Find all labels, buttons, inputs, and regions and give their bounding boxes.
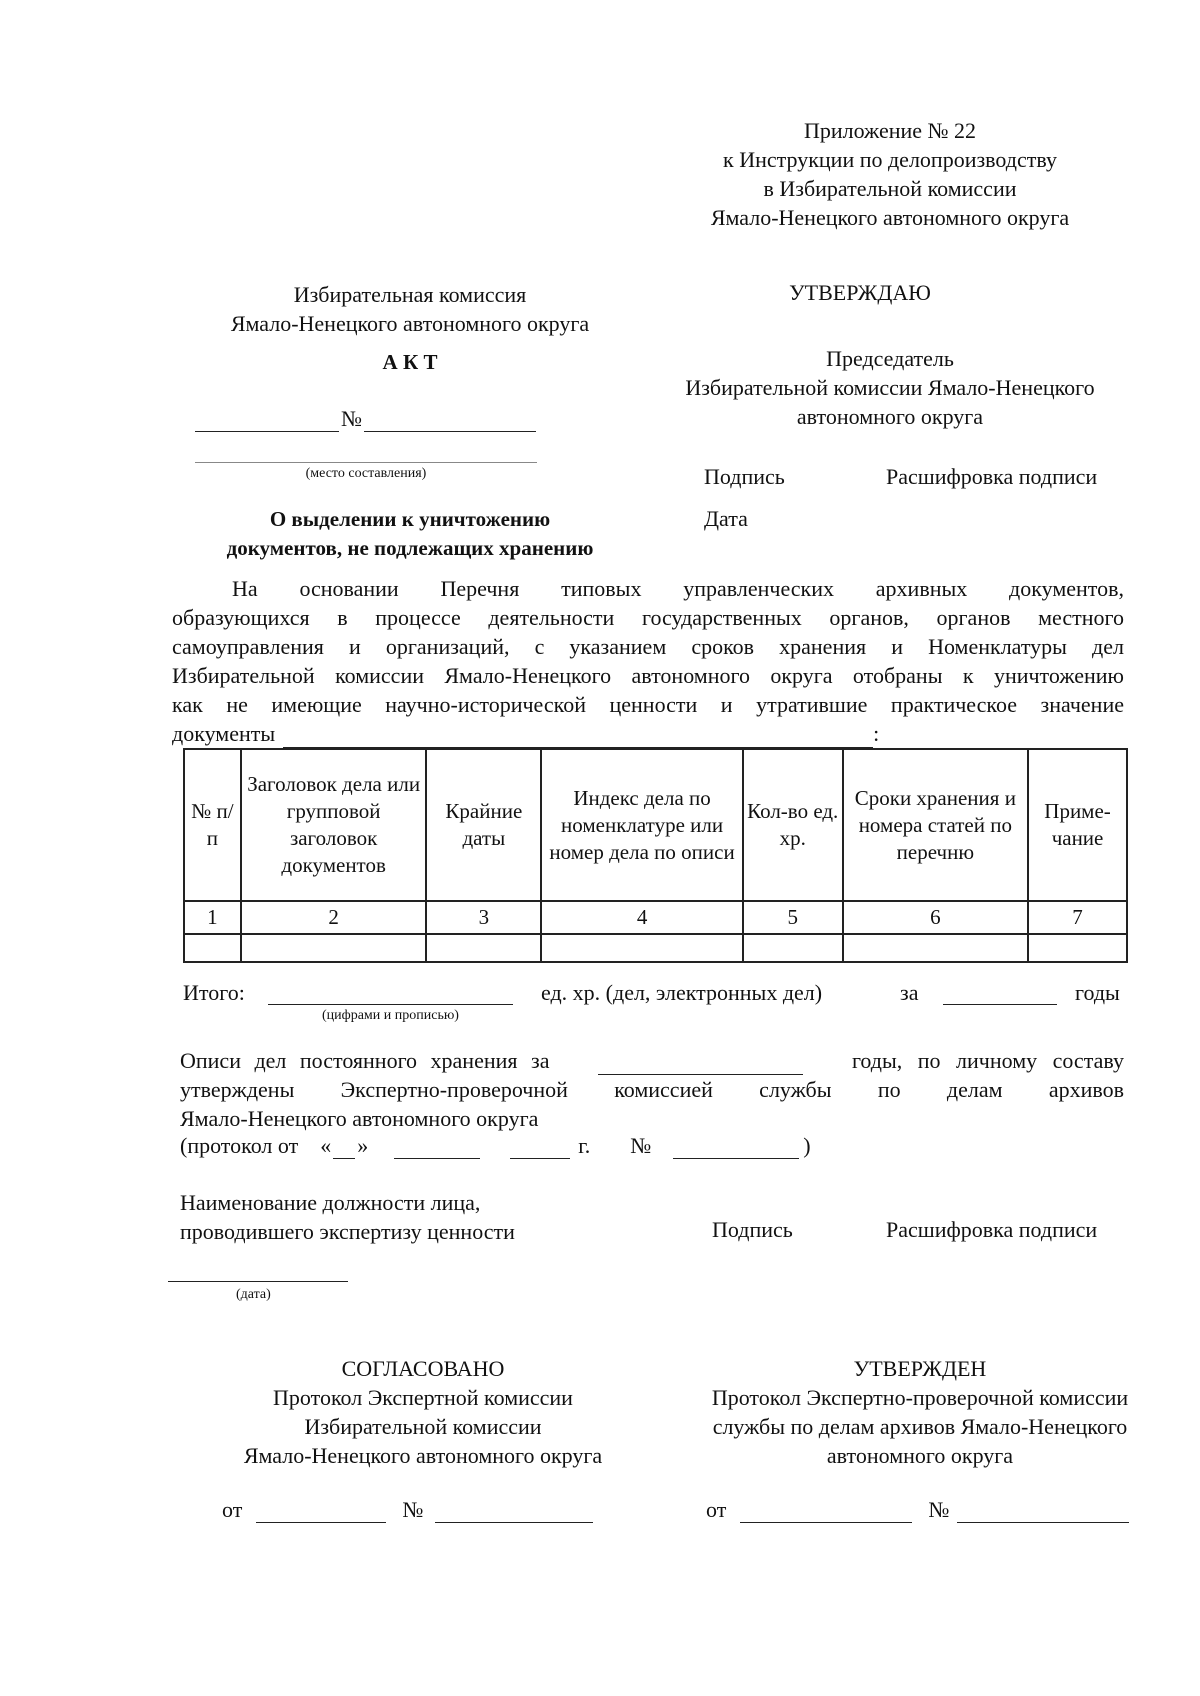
protocol-close: ) [803, 1133, 811, 1158]
table-header-cell: Кол-во ед. хр. [743, 749, 843, 901]
table-number-cell: 2 [241, 901, 427, 934]
totals-count-underline [268, 1004, 513, 1005]
agreed-line: Протокол Экспертной комиссии [273, 1385, 573, 1410]
table-header-row [184, 749, 1127, 901]
table-number-cell: 4 [541, 901, 743, 934]
expert-signature-decode-label: Расшифровка подписи [886, 1217, 1098, 1242]
protocol-year-label: г. [578, 1133, 591, 1158]
agreed-title: СОГЛАСОВАНО [341, 1356, 505, 1381]
appendix-title: Приложение № 22 [803, 118, 977, 143]
agreed-line: Ямало-Ненецкого автономного округа [243, 1443, 603, 1468]
protocol-number-sign: № [630, 1133, 652, 1158]
approver-date-label: Дата [704, 506, 748, 531]
expert-line: Наименование должности лица, [180, 1190, 481, 1215]
table-header-cell: № п/п [184, 749, 241, 901]
organization-name [180, 280, 640, 338]
totals-label: Итого: [183, 980, 245, 1005]
table-number-cell: 7 [1028, 901, 1127, 934]
inventory-line: Ямало-Ненецкого автономного округа [180, 1106, 539, 1131]
protocol-quote-open: « [320, 1133, 332, 1158]
appendix-line: к Инструкции по делопроизводству [723, 147, 1057, 172]
approve-title: УТВЕРЖДАЮ [789, 280, 931, 305]
inventory-years-underline [598, 1054, 803, 1075]
table-header-cell: Крайние даты [426, 749, 541, 901]
approver-position [650, 344, 1130, 431]
body-last-line [172, 719, 1124, 748]
act-title: А К Т [382, 350, 438, 374]
agreed-date-line [222, 1497, 597, 1523]
approved-date-underline [740, 1502, 912, 1523]
inventory-text: годы, по личному составу [851, 1048, 1124, 1073]
act-subject [180, 505, 640, 563]
approved-block [680, 1354, 1160, 1470]
table-header-cell: Заголовок дела или групповой заголовок документов [241, 749, 427, 901]
table-number-cell: 5 [743, 901, 843, 934]
act-subject-line: О выделении к уничтожению [269, 507, 551, 531]
table-cell[interactable] [241, 934, 427, 962]
expert-signature-label: Подпись [712, 1217, 793, 1242]
org-line: Ямало-Ненецкого автономного округа [230, 311, 590, 336]
approved-number-sign: № [928, 1497, 950, 1522]
approved-date-line [706, 1497, 1133, 1523]
approved-line: службы по делам архивов Ямало-Ненецкого [712, 1414, 1128, 1439]
totals-years-underline [943, 1004, 1057, 1005]
expert-position [180, 1188, 515, 1246]
body-line: самоуправления и организаций, с указанием сроков хранения и Номенклатуры дел [172, 634, 1124, 659]
protocol-quote-close: » [357, 1133, 369, 1158]
expert-line: проводившего экспертизу ценности [180, 1219, 515, 1244]
body-line: образующихся в процессе деятельности государственных органов, органов местного [172, 605, 1124, 630]
approver-line: Избирательной комиссии Ямало-Ненецкого [685, 375, 1095, 400]
act-place-underline [195, 462, 537, 463]
table-cell[interactable] [1028, 934, 1127, 962]
table-header-cell: Сроки хранения и номера статей по перечню [843, 749, 1028, 901]
expert-date-caption: (дата) [236, 1287, 271, 1302]
approved-line: автономного округа [826, 1443, 1014, 1468]
act-subject-line: документов, не подлежащих хранению [226, 536, 594, 560]
appendix-block [660, 116, 1120, 232]
protocol-number-underline [673, 1138, 799, 1159]
totals-for: за [900, 980, 919, 1005]
body-line-end: : [873, 721, 880, 746]
approved-from-label: от [706, 1497, 727, 1522]
agreed-line: Избирательной комиссии [304, 1414, 542, 1439]
approver-line: Председатель [826, 346, 954, 371]
table-row [184, 934, 1127, 962]
act-number-underline [364, 431, 536, 432]
table-header-cell: Индекс дела по номенклатуре или номер дела по описи [541, 749, 743, 901]
table-cell[interactable] [743, 934, 843, 962]
table-number-cell: 6 [843, 901, 1028, 934]
protocol-line [180, 1133, 811, 1159]
approved-title: УТВЕРЖДЕН [853, 1356, 987, 1381]
act-place-caption: (место составления) [305, 466, 427, 481]
table-header-cell: Приме-чание [1028, 749, 1127, 901]
agreed-number-sign: № [402, 1497, 424, 1522]
inventory-paragraph [180, 1046, 1124, 1133]
approved-line: Протокол Экспертно-проверочной комиссии [711, 1385, 1129, 1410]
protocol-year-underline [510, 1138, 570, 1159]
approver-signature-label: Подпись [704, 464, 785, 489]
appendix-line: в Избирательной комиссии [763, 176, 1017, 201]
body-line: На основании Перечня типовых управленческих архивных документов, [232, 576, 1124, 601]
table-number-cell: 3 [426, 901, 541, 934]
act-date-underline [195, 431, 339, 432]
body-line: документы [172, 721, 276, 746]
table-number-cell: 1 [184, 901, 241, 934]
protocol-day-underline [333, 1138, 355, 1159]
protocol-label: (протокол от [180, 1133, 299, 1158]
approver-line: автономного округа [796, 404, 984, 429]
totals-units: ед. хр. (дел, электронных дел) [541, 980, 823, 1005]
appendix-line: Ямало-Ненецкого автономного округа [710, 205, 1070, 230]
totals-years: годы [1075, 980, 1120, 1005]
inventory-text: Описи дел постоянного хранения за [180, 1048, 550, 1073]
body-paragraph [172, 574, 1124, 748]
org-line: Избирательная комиссия [293, 282, 527, 307]
body-line: как не имеющие научно-исторической ценности и утратившие практическое значение [172, 692, 1124, 717]
approved-number-underline [957, 1502, 1129, 1523]
inventory-line: утверждены Экспертно-проверочной комиссией службы по делам архивов [180, 1077, 1124, 1102]
protocol-month-underline [394, 1138, 480, 1159]
agreed-number-underline [435, 1502, 593, 1523]
agreed-block [190, 1354, 656, 1470]
act-number-sign: № [341, 406, 362, 431]
agreed-date-underline [256, 1502, 386, 1523]
inventory-line [180, 1046, 1124, 1075]
table-number-row [184, 901, 1127, 934]
expert-date-underline [168, 1281, 348, 1282]
table-cell[interactable] [426, 934, 541, 962]
table-cell[interactable] [184, 934, 241, 962]
totals-caption: (цифрами и прописью) [322, 1008, 459, 1023]
table-cell[interactable] [843, 934, 1028, 962]
table-cell[interactable] [541, 934, 743, 962]
documents-table [183, 748, 1128, 963]
approver-signature-decode-label: Расшифровка подписи [886, 464, 1098, 489]
documents-underline [283, 727, 873, 748]
agreed-from-label: от [222, 1497, 243, 1522]
body-line: Избирательной комиссии Ямало-Ненецкого автономного округа отобраны к уничтожению [172, 663, 1124, 688]
